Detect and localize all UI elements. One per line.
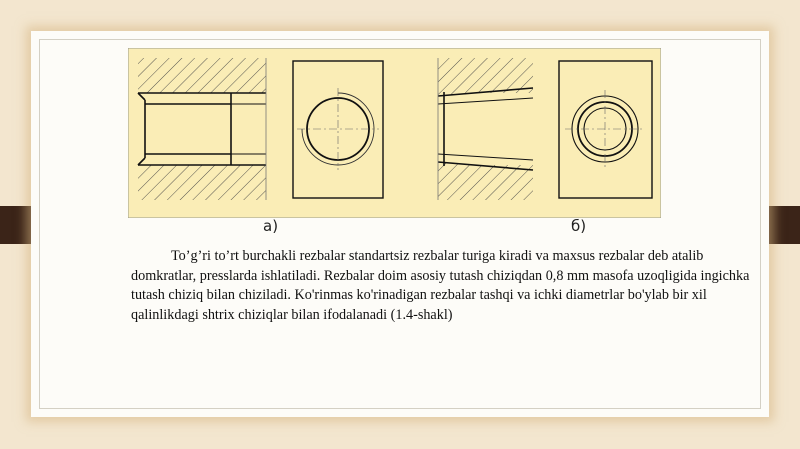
- figure-label-b: б): [571, 217, 587, 235]
- paragraph: To’g’ri to’rt burchakli rezbalar standartsiz rezbalar turiga kiradi va maxsus rezbalar deb atalib domkratlar, presslarda ishlatiladi. Rezbalar doim asosiy tutash chiziqdan 0,8 mm masofa uzoqligida ingichka tutash chiziq bilan chiziladi. Ko'rinmas ko'rinadigan rezbalar tashqi va ichki diametrlar bo'ylab bir xil qalinlikdagi shtrix chiziqlar bilan ifodalanadi (1.4-shakl): [131, 248, 750, 323]
- slide-card: [31, 31, 769, 417]
- thread-drawing: [128, 48, 661, 218]
- body-text: [131, 247, 771, 325]
- figure-label-a: а): [263, 217, 279, 235]
- figure-b-section: [438, 58, 533, 200]
